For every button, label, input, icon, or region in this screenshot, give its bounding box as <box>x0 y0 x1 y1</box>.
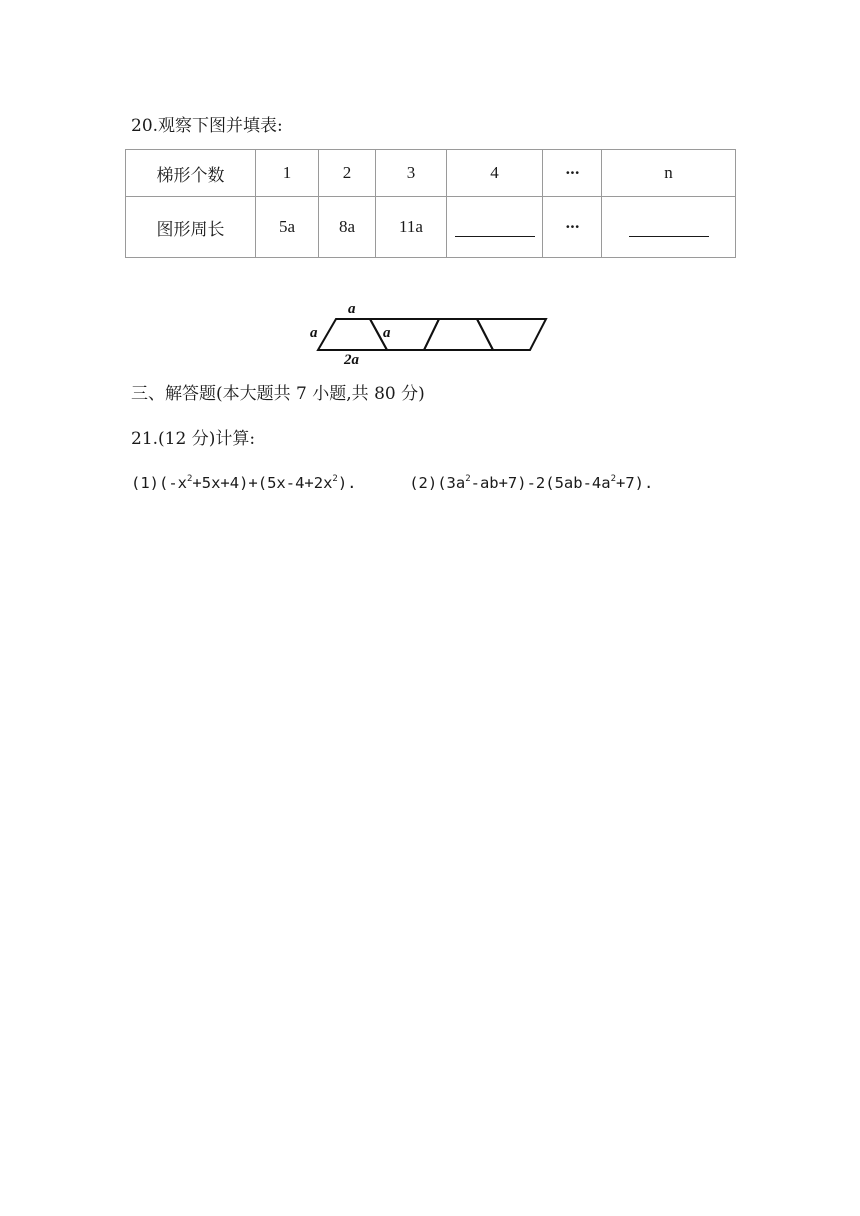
expr-2-b: -ab+7)-2(5ab-4a <box>470 474 611 492</box>
table-row-trapezoid-count <box>126 150 736 197</box>
exponent: 2 <box>332 474 338 484</box>
fill-in-table <box>125 149 736 258</box>
table-cell: 11a <box>376 197 447 258</box>
question-20-title: 20.观察下图并填表: <box>131 116 283 136</box>
table-cell: 3 <box>376 150 447 197</box>
ellipsis-cell: ··· <box>543 150 602 197</box>
trapezoid-2 <box>370 319 439 350</box>
table-cell: 2 <box>319 150 376 197</box>
row-header-perimeter: 图形周长 <box>126 197 256 258</box>
part-2-label: (2) <box>409 474 438 492</box>
label-mid-a: a <box>383 325 391 341</box>
answer-blank-4[interactable] <box>455 216 535 237</box>
trapezoid-3 <box>424 319 493 350</box>
table-cell: 1 <box>256 150 319 197</box>
trapezoid-4 <box>477 319 546 350</box>
table-row-perimeter <box>126 197 736 258</box>
trapezoid-1 <box>318 319 387 350</box>
answer-blank-cell[interactable] <box>602 197 736 258</box>
expr-2-a: (3a <box>437 474 466 492</box>
expr-1-b: +5x+4)+(5x-4+2x <box>192 474 333 492</box>
answer-blank-n[interactable] <box>629 216 709 237</box>
table-cell: 5a <box>256 197 319 258</box>
expr-1-a: (-x <box>159 474 187 492</box>
ellipsis-cell: ··· <box>543 197 602 258</box>
row-header-trapezoid-count: 梯形个数 <box>126 150 256 197</box>
exponent: 2 <box>465 474 471 484</box>
question-21-title: 21.(12 分)计算: <box>131 429 256 449</box>
exponent: 2 <box>187 474 193 484</box>
label-bottom-2a: 2a <box>344 352 359 366</box>
table-cell: 8a <box>319 197 376 258</box>
table-cell: n <box>602 150 736 197</box>
table-cell: 4 <box>447 150 543 197</box>
expr-2-c: +7). <box>616 474 654 492</box>
label-top-a: a <box>348 301 356 317</box>
section-3-title: 三、解答题(本大题共 7 小题,共 80 分) <box>131 384 425 404</box>
answer-blank-cell[interactable] <box>447 197 543 258</box>
question-21-expressions <box>131 471 653 495</box>
label-left-a: a <box>310 325 318 341</box>
expr-1-c: ). <box>337 474 357 492</box>
exponent: 2 <box>610 474 617 484</box>
part-1-label: (1) <box>131 474 159 492</box>
trapezoid-figure <box>306 298 556 366</box>
